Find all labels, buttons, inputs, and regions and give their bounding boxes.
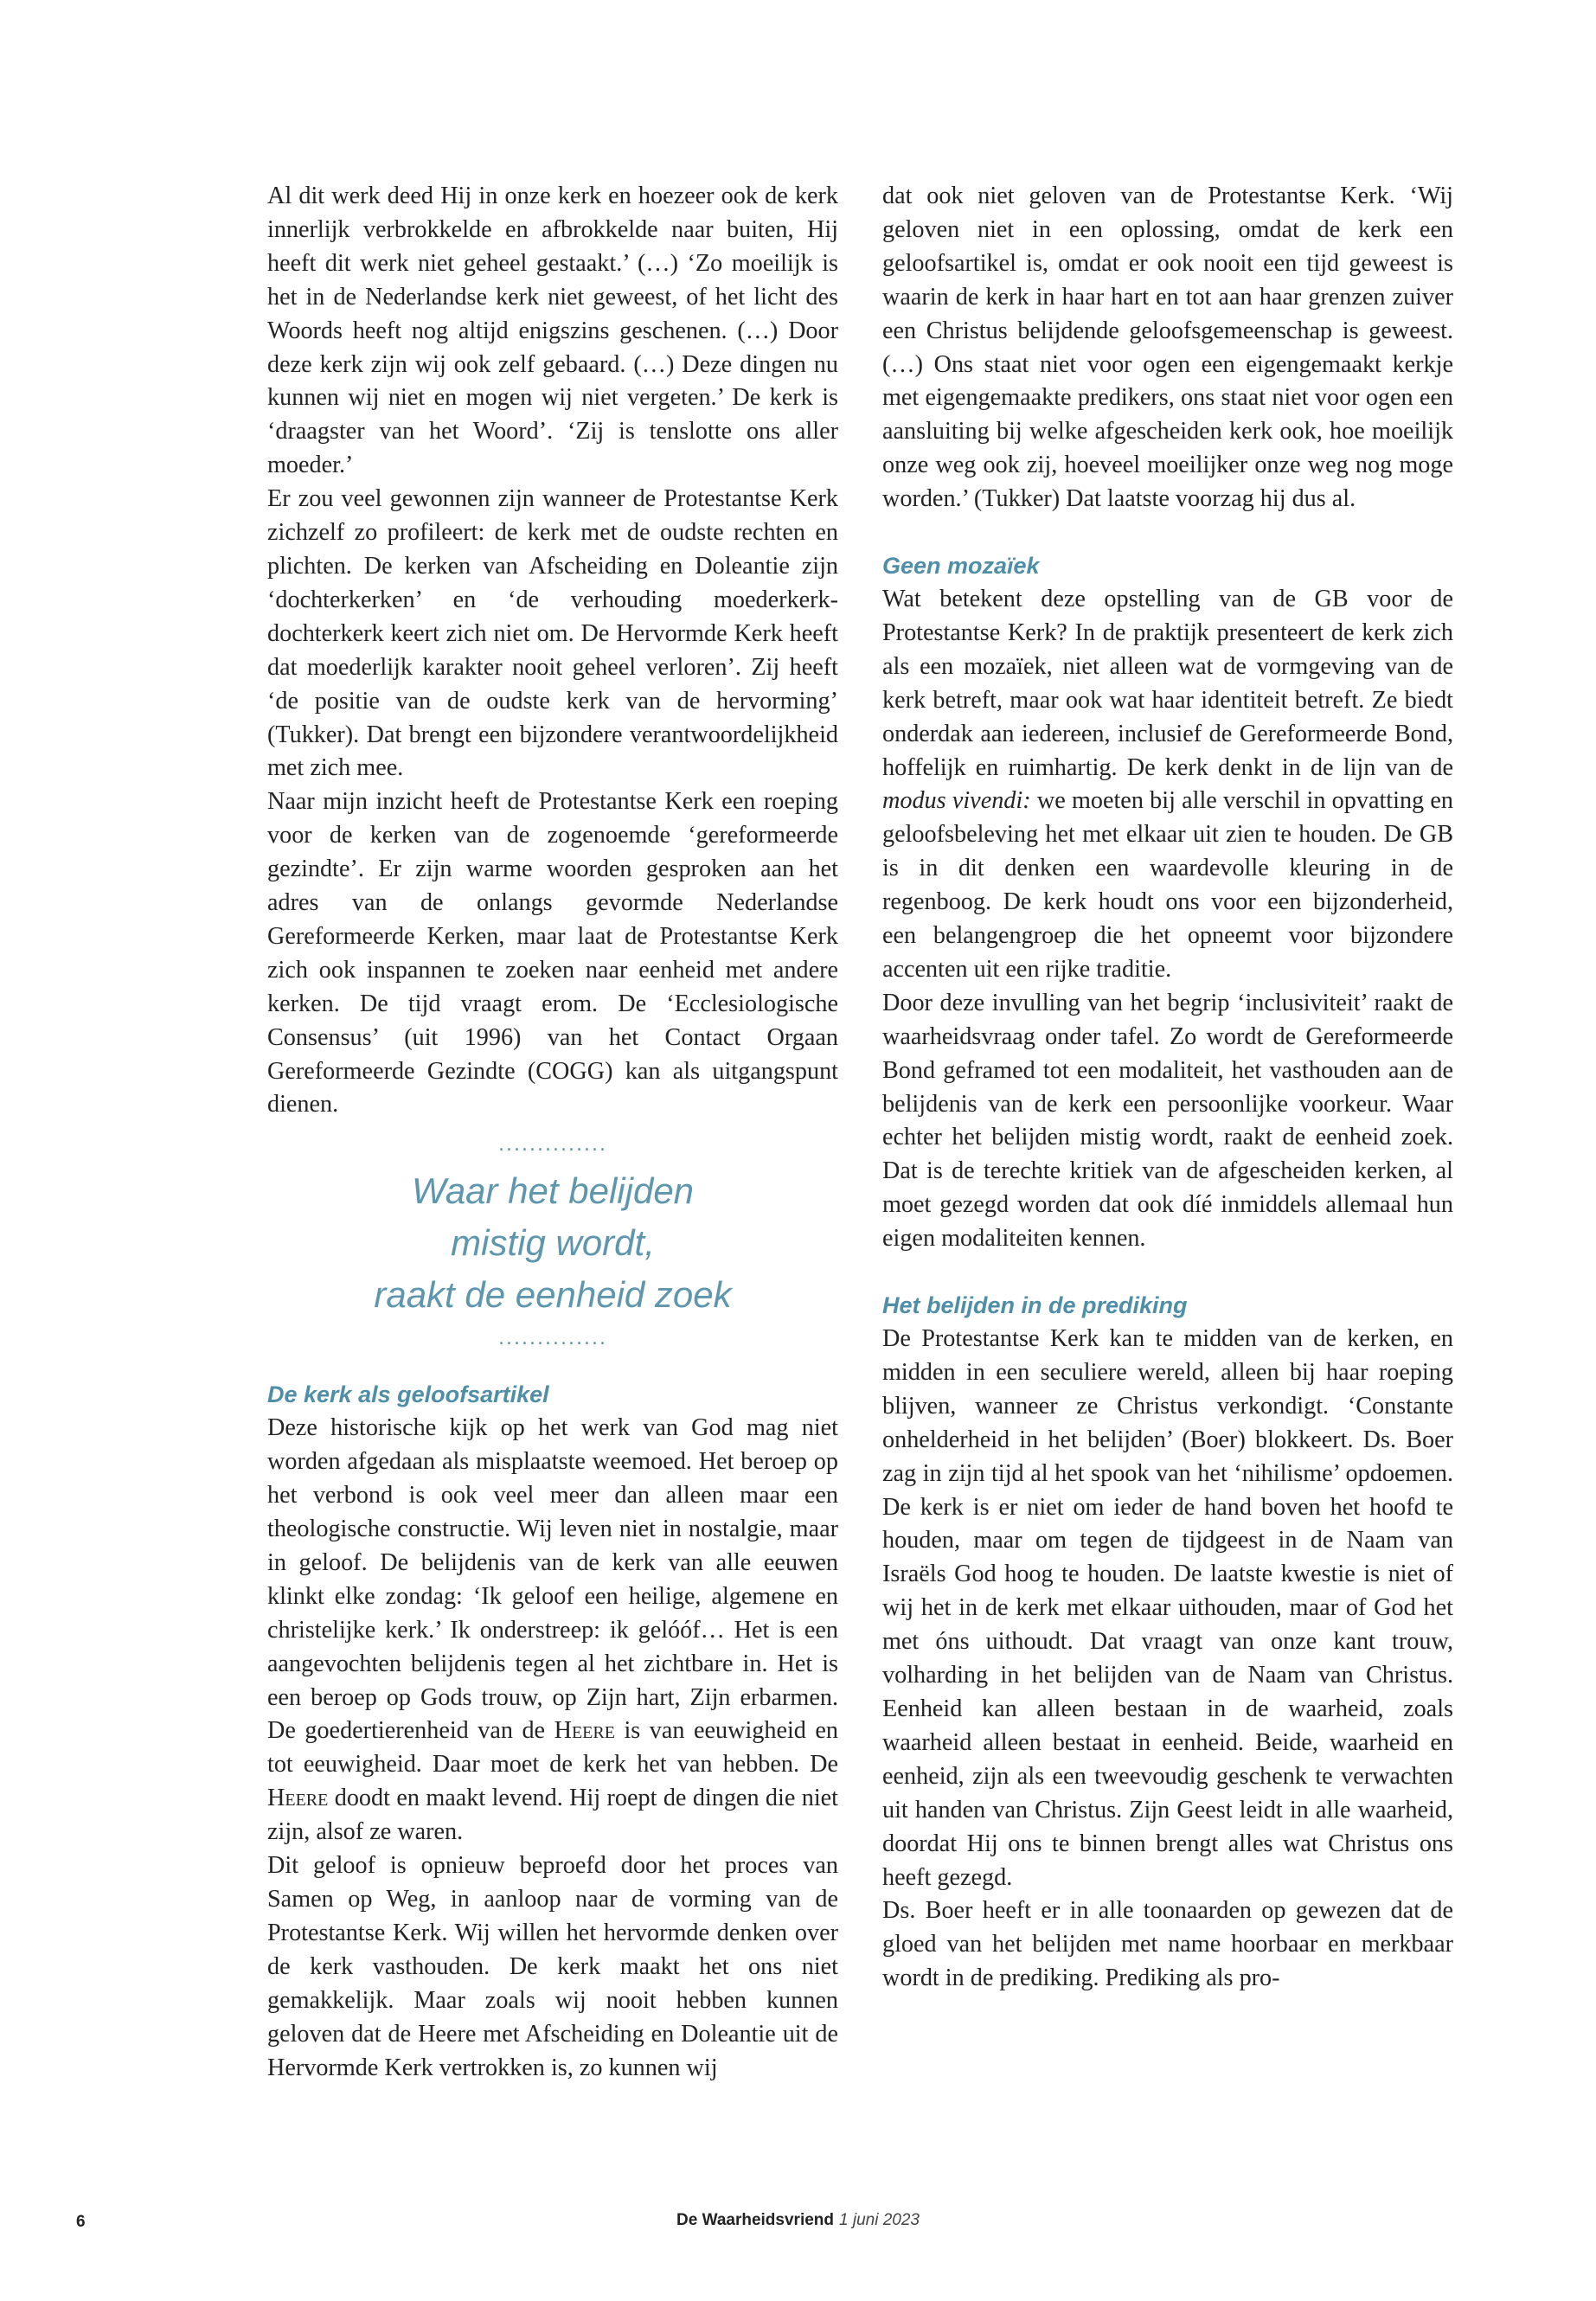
right-column <box>882 180 1453 1996</box>
heere-smallcaps: Heere <box>267 1785 329 1812</box>
heere-smallcaps: Heere <box>554 1717 615 1745</box>
pull-quote-line: mistig wordt, <box>451 1222 655 1264</box>
paragraph: dat ook niet geloven van de Protestantse Kerk. ‘Wij geloven niet in een oplossing, omdat de kerk een geloofsartikel is, omdat er ook nooit een tijd geweest is waarin de kerk in haar hart en tot aan haar grenzen zuiver een Christus belijdende geloofsgemeenschap is geweest. (…) Ons staat niet voor ogen een eigengemaakt kerkje met eigengemaakte predikers, ons staat niet voor ogen een aansluiting bij welke afgescheiden kerk ook, hoe moeilijk onze weg ook zij, hoeveel moeilijker onze weg nog moge worden.’ (Tukker) Dat laatste voorzag hij dus al. <box>882 183 1453 513</box>
section-heading: Het belijden in de prediking <box>882 1292 1188 1319</box>
paragraph: Dit geloof is opnieuw beproefd door het proces van Samen op Weg, in aanloop naar de vorming van de Protestantse Kerk. Wij willen het hervormde denken over de kerk vasthouden. De kerk maakt het ons niet gemakkelijk. Maar zoals wij nooit hebben kunnen geloven dat de Heere met Afscheiding en Doleantie uit de Hervormde Kerk vertrokken is, zo kunnen wij <box>267 1852 838 2081</box>
paragraph-text: Deze historische kijk op het werk van God mag niet worden afgedaan als misplaatste weemoed. Het beroep op het verbond is ook veel meer dan alleen maar een theologische constructie. Wij leven niet in nostalgie, maar in geloof. De belijdenis van de kerk van alle eeuwen klinkt elke zondag: ‘Ik geloof een heilige, algemene en christelijke kerk.’ Ik onderstreep: ik gelóóf… Het is een aangevochten belijdenis tegen al het zichtbare in. Het is een beroep op Gods trouw, op Zijn hart, Zijn erbarmen. De goedertierenheid van de <box>267 1414 838 1745</box>
pull-quote-line: Waar het belijden <box>411 1170 695 1212</box>
page-number: 6 <box>76 2213 86 2231</box>
paragraph-text: is van eeuwigheid en tot eeuwigheid. Daar moet de kerk het van hebben. De <box>267 1717 839 1779</box>
emphasis: modus vivendi: <box>882 787 1031 815</box>
issue-date: 1 juni 2023 <box>839 2211 920 2229</box>
pull-quote-text <box>267 1165 838 1321</box>
footer <box>0 2211 1596 2230</box>
paragraph <box>267 1412 838 1849</box>
paragraph-text: doodt en maakt levend. Hij roept de dingen die niet zijn, alsof ze waren. <box>267 1785 838 1846</box>
magazine-title: De Waarheidsvriend <box>676 2211 834 2229</box>
paragraph: Ds. Boer heeft er in alle toonaarden op gewezen dat de gloed van het belijden met name hoorbaar en merkbaar wordt in de prediking. Prediking als pro- <box>882 1897 1453 1992</box>
section-heading: Geen mozaïek <box>882 553 1040 580</box>
paragraph-text: Wat betekent deze opstelling van de GB voor de Protestantse Kerk? In de praktijk presenteert de kerk zich als een mozaïek, niet alleen wat de vormgeving van de kerk betreft, maar ook wat haar identiteit betreft. Ze biedt onderdak aan iedereen, inclusief de Gereformeerde Bond, hoffelijk en ruimhartig. De kerk denkt in de lijn van de <box>882 585 1453 781</box>
paragraph: Door deze invulling van het begrip ‘inclusiviteit’ raakt de waarheidsvraag onder tafel. Zo wordt de Gereformeerde Bond geframed tot een modaliteit, het vasthouden aan de belijdenis van de kerk een persoonlijke voorkeur. Waar echter het belijden mistig wordt, raakt de eenheid zoek. Dat is de terechte kritiek van de afgescheiden kerken, al moet gezegd worden dat ook díé inmiddels allemaal hun eigen modaliteiten kennen. <box>882 989 1453 1253</box>
paragraph: Er zou veel gewonnen zijn wanneer de Protestantse Kerk zichzelf zo profileert: de kerk met de oudste rechten en plichten. De kerken van Afscheiding en Doleantie zijn ‘dochterkerken’ en ‘de verhouding moederkerk-dochterkerk keert zich niet om. De Hervormde Kerk heeft dat moederlijk karakter nooit geheel verloren’. Zij heeft ‘de positie van de oudste kerk van de hervorming’ (Tukker). Dat brengt een bijzondere verantwoordelijkheid met zich mee. <box>267 485 838 782</box>
paragraph: De Protestantse Kerk kan te midden van de kerken, en midden in een seculiere wereld, alleen bij haar roeping blijven, wanneer ze Christus verkondigt. ‘Constante onhelderheid in het belijden’ (Boer) blokkeert. Ds. Boer zag in zijn tijd al het spook van het ‘nihilisme’ opdoemen. De kerk is er niet om ieder de hand boven het hoofd te houden, maar om tegen de tijdgeest in de Naam van Israëls God hoog te houden. De laatste kwestie is niet of wij het in de kerk met elkaar uithouden, maar of God het met óns uithoudt. Dat vraagt van onze kant trouw, volharding in het belijden van de Naam van Christus. Eenheid kan alleen bestaan in de waarheid, zoals waarheid alleen bestaat in eenheid. Beide, waarheid en eenheid, zijn als een tweevoudig geschenk te verwachten uit handen van Christus. Zijn Geest leidt in alle waarheid, doordat Hij ons te binnen brengt alles wat Christus ons heeft gezegd. <box>882 1325 1453 1891</box>
pull-quote-line: raakt de eenheid zoek <box>374 1274 732 1316</box>
paragraph <box>882 583 1453 987</box>
left-column <box>267 180 838 2085</box>
section-heading: De kerk als geloofsartikel <box>267 1381 549 1408</box>
paragraph: Naar mijn inzicht heeft de Protestantse Kerk een roeping voor de kerken van de zogenoemde ‘gereformeerde gezindte’. Er zijn warme woorden gesproken aan het adres van de onlangs gevormde Nederlandse Gereformeerde Kerken, maar laat de Protestantse Kerk zich ook inspannen te zoeken naar eenheid met andere kerken. De tijd vraagt erom. De ‘Ecclesiologische Consensus’ (uit 1996) van het Contact Orgaan Gereformeerde Gezindte (COGG) kan als uitgangspunt dienen. <box>267 788 838 1118</box>
quote-divider-top: .............. <box>498 1134 607 1157</box>
paragraph: Al dit werk deed Hij in onze kerk en hoezeer ook de kerk innerlijk verbrokkelde en afbrokkelde naar buiten, Hij heeft dit werk niet geheel gestaakt.’ (…) ‘Zo moeilijk is het in de Nederlandse kerk niet geweest, of het licht des Woords heeft nog altijd enigszins geschenen. (…) Door deze kerk zijn wij ook zelf gebaard. (…) Deze dingen nu kunnen wij niet en mogen wij niet vergeten.’ De kerk is ‘draagster van het Woord’. ‘Zij is tenslotte ons aller moeder.’ <box>267 183 838 479</box>
pull-quote <box>267 1132 838 1352</box>
quote-divider-bottom: .............. <box>498 1328 607 1350</box>
paragraph-text: we moeten bij alle verschil in opvatting en geloofsbeleving het met elkaar uit zien te houden. De GB is in dit denken een waardevolle kleuring in de regenboog. De kerk houdt ons voor een bijzonderheid, een belangengroep die het opneemt voor bijzondere accenten uit een rijke traditie. <box>882 787 1453 983</box>
